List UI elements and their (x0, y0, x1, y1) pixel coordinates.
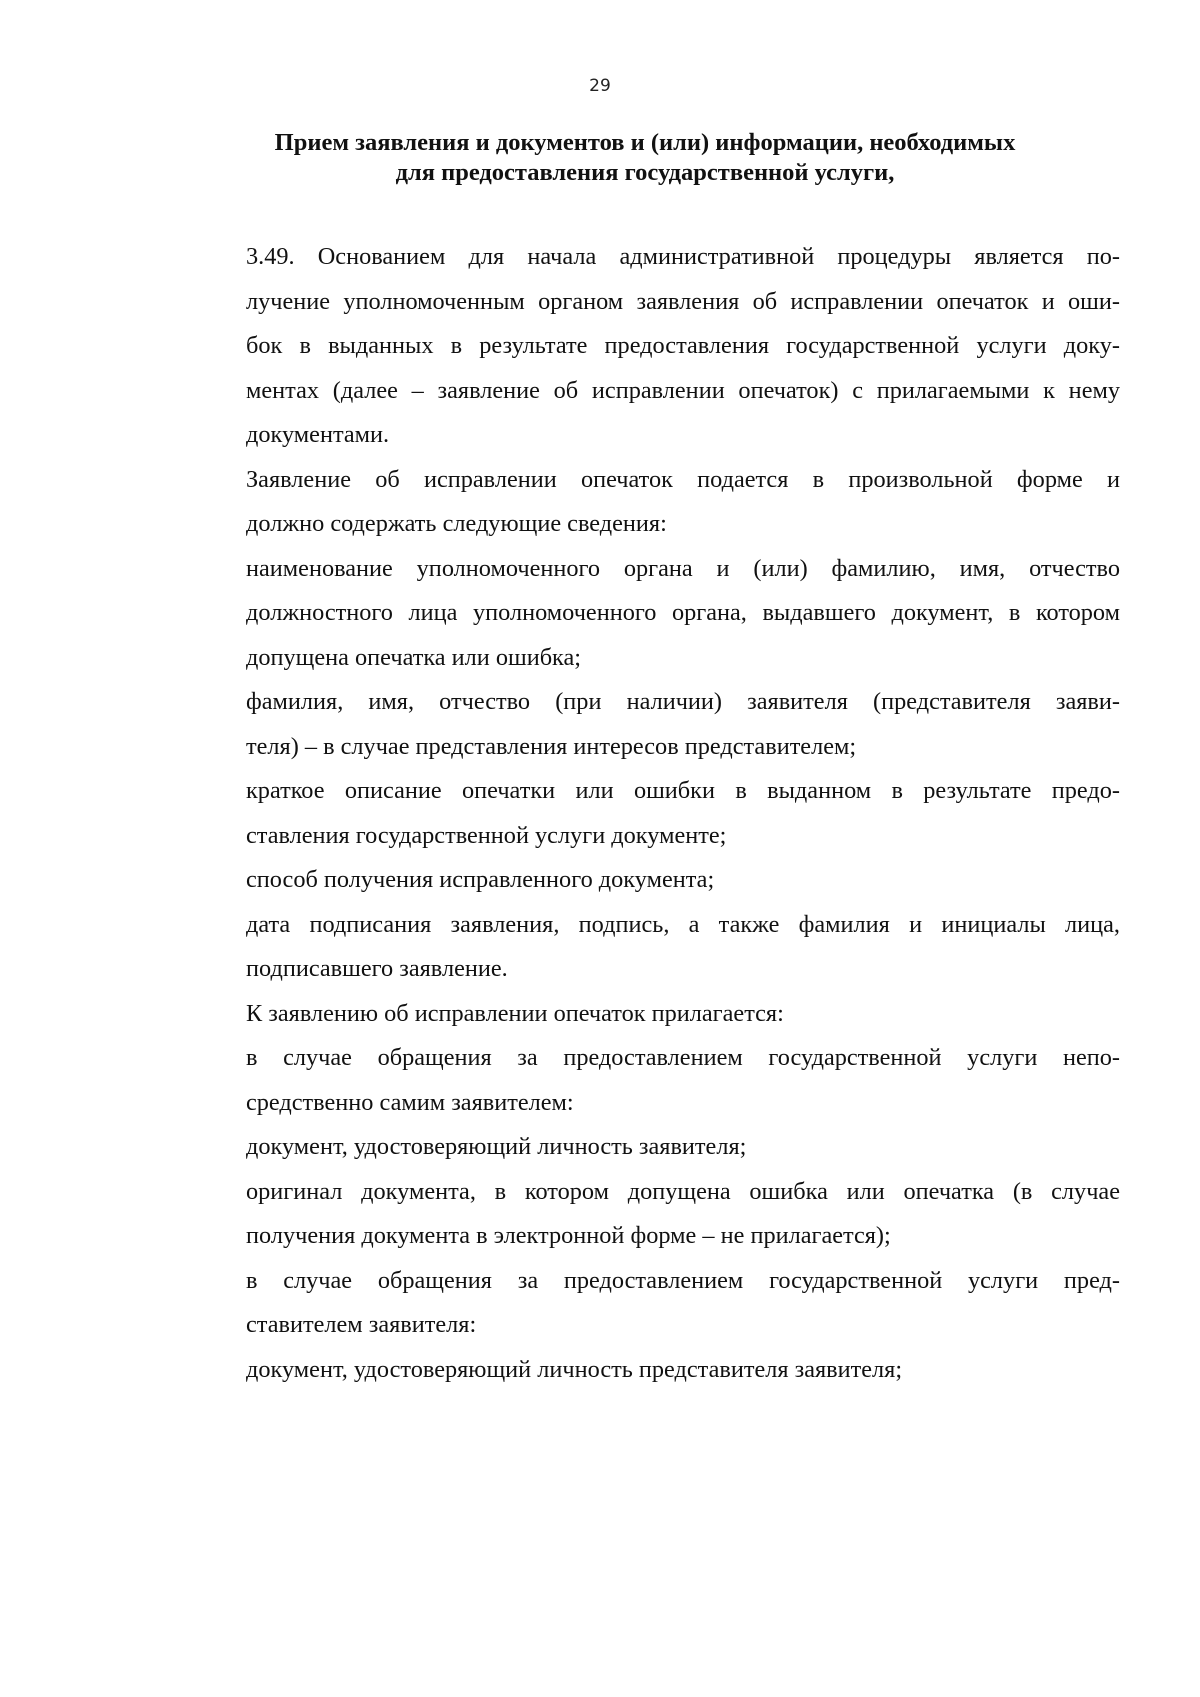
paragraph-line: ставления государственной услуги документе; (246, 821, 727, 849)
paragraph-line: получения документа в электронной форме – не прилагается); (246, 1222, 891, 1249)
paragraph-line: документ, удостоверяющий личность заявителя; (246, 1133, 747, 1160)
paragraph-line: К заявлению об исправлении опечаток прилагается: (246, 999, 784, 1027)
paragraph-line: средственно самим заявителем: (246, 1088, 574, 1116)
section-heading-line: Прием заявления и документов и (или) информации, необходимых (274, 129, 1016, 156)
paragraph-line: в случае обращения за предоставлением государственной услуги непо- (246, 1044, 1120, 1071)
paragraph-line: лучение уполномоченным органом заявления об исправлении опечаток и оши- (246, 287, 1120, 315)
section-heading (170, 128, 1120, 188)
paragraph-line: Заявление об исправлении опечаток подается в произвольной форме и (246, 465, 1120, 493)
paragraph-line: фамилия, имя, отчество (при наличии) заявителя (представителя заяви- (246, 688, 1120, 715)
paragraph-method (172, 858, 1120, 903)
paragraph-line: наименование уполномоченного органа и (или) фамилию, имя, отчество (246, 554, 1120, 582)
paragraph-description (172, 769, 1120, 858)
paragraph-id-representative (172, 1348, 1120, 1393)
paragraph-applicant (172, 680, 1120, 769)
section-heading-line: для предоставления государственной услуги, (395, 159, 895, 186)
paragraph-line: подписавшего заявление. (246, 955, 508, 982)
page-number: 29 (589, 76, 611, 96)
document-body (172, 235, 1120, 1392)
paragraph-line: должно содержать следующие сведения: (246, 510, 667, 537)
paragraph-line: теля) – в случае представления интересов представителем; (246, 732, 857, 760)
paragraph-id-applicant (172, 1125, 1120, 1170)
paragraph-signature (172, 903, 1120, 992)
paragraph-line: ментах (далее – заявление об исправлении опечаток) с прилагаемыми к нему (246, 376, 1120, 404)
paragraph-line: краткое описание опечатки или ошибки в выданном в результате предо- (246, 777, 1120, 804)
paragraph-line: допущена опечатка или ошибка; (246, 643, 582, 671)
paragraph-authority (172, 547, 1120, 681)
paragraph-line: 3.49. Основанием для начала административной процедуры является по- (246, 243, 1120, 270)
paragraph-original (172, 1170, 1120, 1259)
paragraph-line: дата подписания заявления, подпись, а также фамилия и инициалы лица, (246, 910, 1120, 938)
paragraph-line: бок в выданных в результате предоставления государственной услуги доку- (246, 332, 1120, 359)
paragraph-direct (172, 1036, 1120, 1125)
paragraph-representative (172, 1259, 1120, 1348)
paragraph-form (172, 458, 1120, 547)
paragraph-line: способ получения исправленного документа; (246, 866, 715, 893)
paragraph-line: документами. (246, 421, 390, 448)
paragraph-line: в случае обращения за предоставлением государственной услуги пред- (246, 1266, 1120, 1294)
paragraph-line: ставителем заявителя: (246, 1311, 477, 1338)
paragraph-line: оригинал документа, в котором допущена ошибка или опечатка (в случае (246, 1177, 1120, 1205)
paragraph-3-49 (172, 235, 1120, 458)
paragraph-line: должностного лица уполномоченного органа, выдавшего документ, в котором (246, 599, 1120, 626)
paragraph-attached (172, 992, 1120, 1037)
paragraph-line: документ, удостоверяющий личность представителя заявителя; (246, 1355, 903, 1383)
